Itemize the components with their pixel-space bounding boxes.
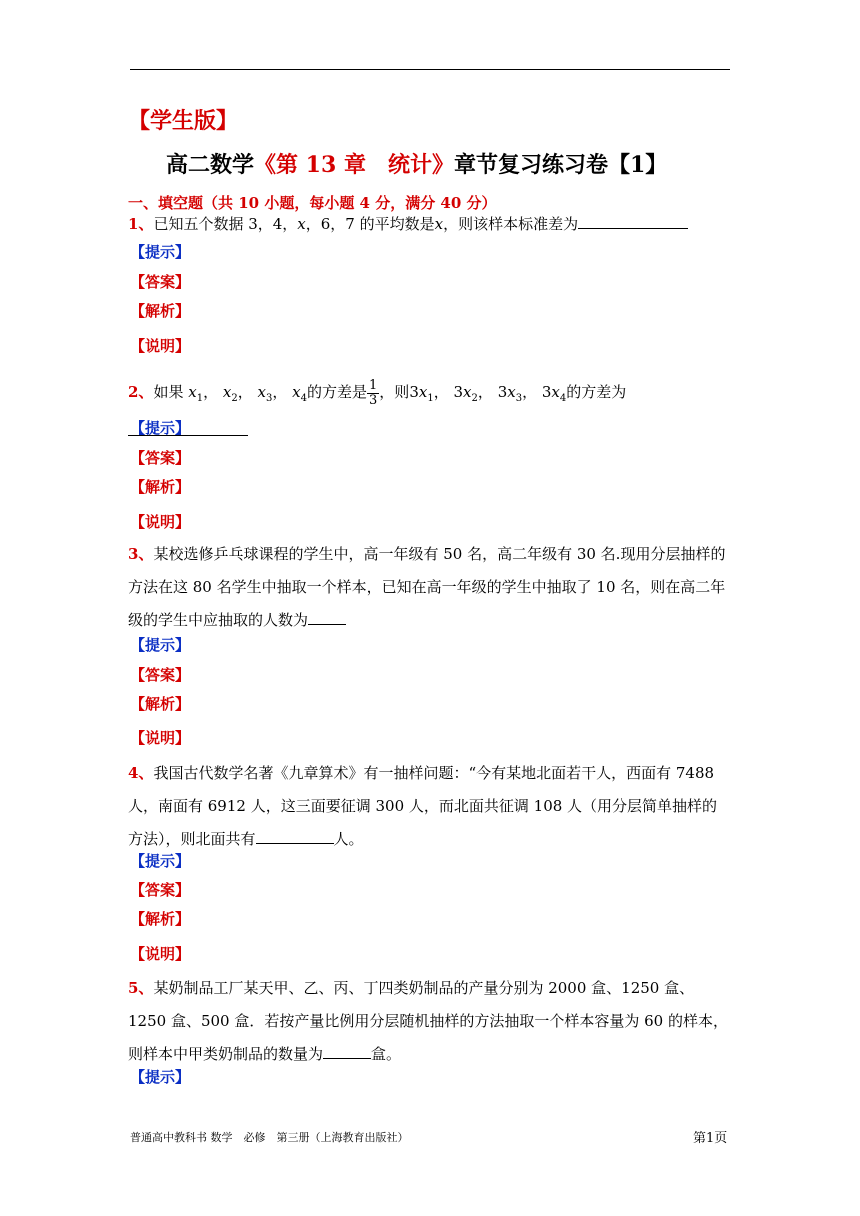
math-var: x <box>297 215 306 233</box>
question-3 <box>128 538 732 637</box>
title-chapter: 《第 13 章 统计》 <box>254 152 454 178</box>
question-number: 1、 <box>128 215 154 233</box>
footer-book: 普通高中教科书 数学 必修 第三册（上海教育出版社） <box>130 1131 409 1144</box>
question-4 <box>128 757 732 856</box>
note-tag: 【说明】 <box>130 945 191 963</box>
answer-tag: 【答案】 <box>130 273 191 291</box>
question-number: 2、 <box>128 383 154 401</box>
version-label: 【学生版】 <box>128 108 239 134</box>
page-title <box>166 148 667 179</box>
header-rule <box>130 69 730 70</box>
hint-tag: 【提示】 <box>130 1068 191 1086</box>
section-heading: 一、填空题（共 10 小题，每小题 4 分，满分 40 分） <box>128 194 497 212</box>
answer-tag: 【答案】 <box>130 666 191 684</box>
hint-tag: 【提示】 <box>130 419 191 437</box>
hint-tag: 【提示】 <box>130 243 191 261</box>
title-suffix: 章节复习练习卷【1】 <box>453 152 668 178</box>
answer-tag: 【答案】 <box>130 449 191 467</box>
analysis-tag: 【解析】 <box>130 695 191 713</box>
question-number: 4、 <box>128 764 154 782</box>
question-text: 如果 <box>153 383 184 401</box>
page-number: 第1页 <box>693 1131 728 1146</box>
analysis-tag: 【解析】 <box>130 302 191 320</box>
question-text: 人。 <box>333 830 364 848</box>
question-text: ，则 <box>379 383 410 401</box>
question-text: 某校选修乒乓球课程的学生中，高一年级有 50 名，高二年级有 30 名.现用分层抽样的方法在这 80 名学生中抽取一个样本，已知在高一年级的学生中抽取了 10 名，则在高二年级的学生中应抽取的人数为 <box>128 545 726 629</box>
note-tag: 【说明】 <box>130 729 191 747</box>
note-tag: 【说明】 <box>130 337 191 355</box>
hint-tag: 【提示】 <box>130 636 191 654</box>
hint-tag: 【提示】 <box>130 852 191 870</box>
question-5 <box>128 972 732 1071</box>
analysis-tag: 【解析】 <box>130 910 191 928</box>
question-text: 的方差为 <box>566 383 627 401</box>
question-text: ，则该样本标准差为 <box>443 215 579 233</box>
math-var: x <box>434 215 444 233</box>
answer-blank <box>323 1041 371 1059</box>
question-number: 3、 <box>128 545 154 563</box>
answer-blank <box>308 607 346 625</box>
fraction: $\frac{1}{3}$ <box>369 377 378 408</box>
question-text: 盒。 <box>371 1045 402 1063</box>
note-tag: 【说明】 <box>130 513 191 531</box>
question-1 <box>128 209 732 239</box>
question-2: 2、如果 $x_1$， $x_2$， $x_3$， $x_4$的方差是 $\frac{1}{3}$ ，则$3x_1$， $3x_2$， $3x_3$， $3x_4$的方差为 <box>128 376 732 448</box>
question-text: 已知五个数据 3，4， <box>153 215 298 233</box>
question-text: ，6，7 的平均数是 <box>305 215 435 233</box>
answer-tag: 【答案】 <box>130 881 191 899</box>
answer-blank <box>578 211 688 229</box>
question-text: 某奶制品工厂某天甲、乙、丙、丁四类奶制品的产量分别为 2000 盒、1250 盒、1250 盒、500 盒．若按产量比例用分层随机抽样的方法抽取一个样本容量为 60 的样本，则样本中甲类奶制品的数量为 <box>128 979 728 1063</box>
analysis-tag: 【解析】 <box>130 478 191 496</box>
question-text: 的方差是 <box>307 383 368 401</box>
question-text: 我国古代数学名著《九章算术》有一抽样问题：“今有某地北面若干人，西面有 7488 人，南面有 6912 人，这三面要征调 300 人，而北面共征调 108 人（用分层简单抽样的方法），则北面共有 <box>128 764 718 848</box>
title-prefix: 高二数学 <box>166 152 255 178</box>
answer-blank <box>256 826 334 844</box>
question-number: 5、 <box>128 979 154 997</box>
